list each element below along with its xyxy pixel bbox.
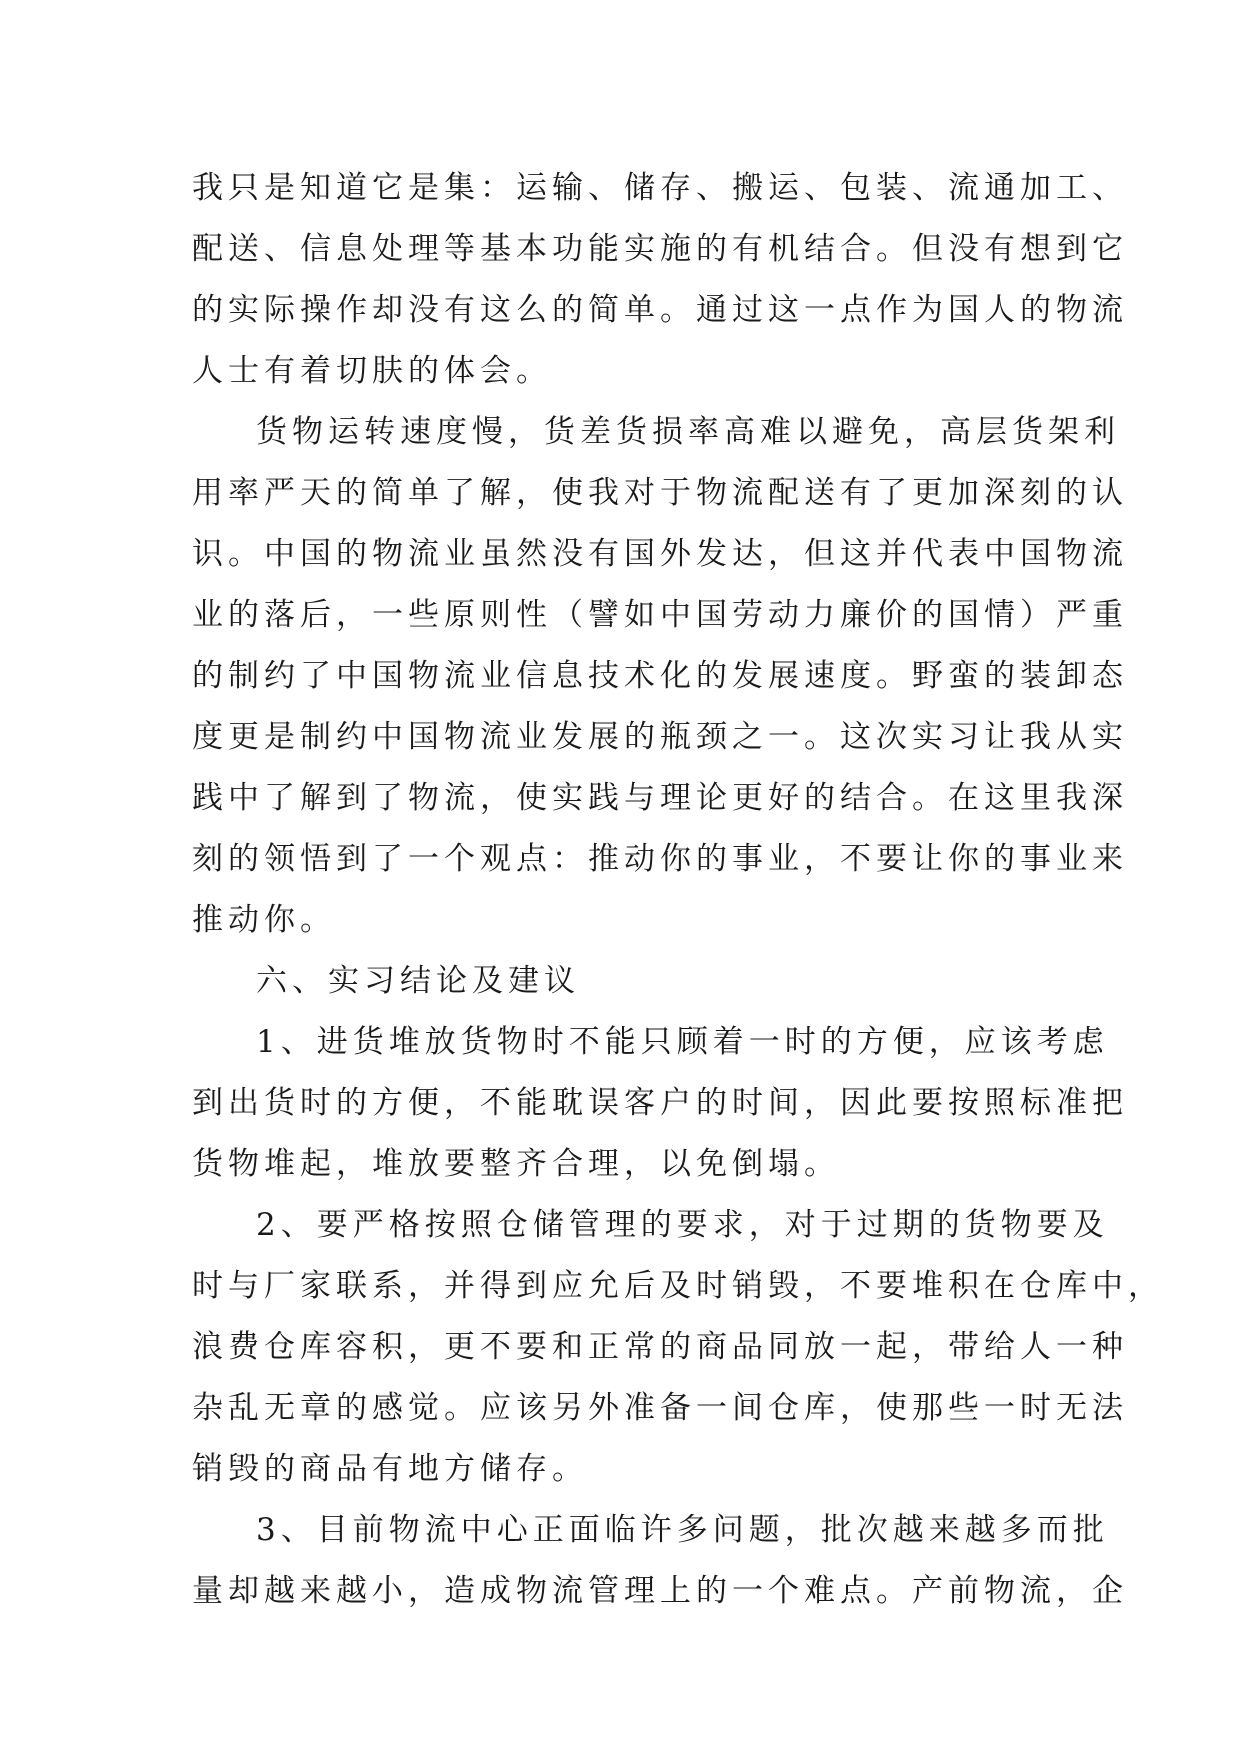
text-line: 刻的领悟到了一个观点：推动你的事业，不要让你的事业来 [192,841,1128,877]
text-line: 推动你。 [192,902,336,938]
section-heading [192,961,1112,1022]
text-line: 销毁的商品有地方储存。 [192,1451,588,1487]
section-heading-text: 六、实习结论及建议 [256,963,580,999]
text-line: 杂乱无章的感觉。应该另外准备一间仓库，使那些一时无法 [192,1390,1128,1426]
text-line: 的实际操作却没有这么的简单。通过这一点作为国人的物流 [192,292,1128,328]
text-line: 浪费仓库容积，更不要和正常的商品同放一起，带给人一种 [192,1329,1128,1365]
text-line: 用率严天的简单了解，使我对于物流配送有了更加深刻的认 [192,475,1128,511]
text-line: 践中了解到了物流，使实践与理论更好的结合。在这里我深 [192,780,1128,816]
text-line: 1、进货堆放货物时不能只顾着一时的方便，应该考虑 [256,1024,1109,1060]
text-line: 度更是制约中国物流业发展的瓶颈之一。这次实习让我从实 [192,719,1128,755]
paragraph-reflection [192,412,1128,961]
suggestion-item-3 [192,1510,1128,1632]
text-line: 时与厂家联系，并得到应允后及时销毁，不要堆积在仓库中， [192,1268,1164,1304]
text-line: 我只是知道它是集：运输、储存、搬运、包装、流通加工、 [192,170,1128,206]
text-line: 的制约了中国物流业信息技术化的发展速度。野蛮的装卸态 [192,658,1128,694]
text-line: 业的落后，一些原则性（譬如中国劳动力廉价的国情）严重 [192,597,1128,633]
document-page [192,168,1164,1632]
text-line: 货物堆起，堆放要整齐合理，以免倒塌。 [192,1146,840,1182]
text-line: 到出货时的方便，不能耽误客户的时间，因此要按照标准把 [192,1085,1128,1121]
suggestion-item-2 [192,1205,1164,1510]
text-line: 量却越来越小，造成物流管理上的一个难点。产前物流，企 [192,1573,1128,1609]
text-line: 2、要严格按照仓储管理的要求，对于过期的货物要及 [256,1207,1109,1243]
text-line: 人士有着切肤的体会。 [192,353,552,389]
text-line: 货物运转速度慢，货差货损率高难以避免，高层货架利 [256,414,1120,450]
text-line: 配送、信息处理等基本功能实施的有机结合。但没有想到它 [192,231,1128,267]
paragraph-intro-tail [192,168,1128,412]
text-line: 3、目前物流中心正面临许多问题，批次越来越多而批 [256,1512,1109,1548]
text-line: 识。中国的物流业虽然没有国外发达，但这并代表中国物流 [192,536,1128,572]
suggestion-item-1 [192,1022,1128,1205]
